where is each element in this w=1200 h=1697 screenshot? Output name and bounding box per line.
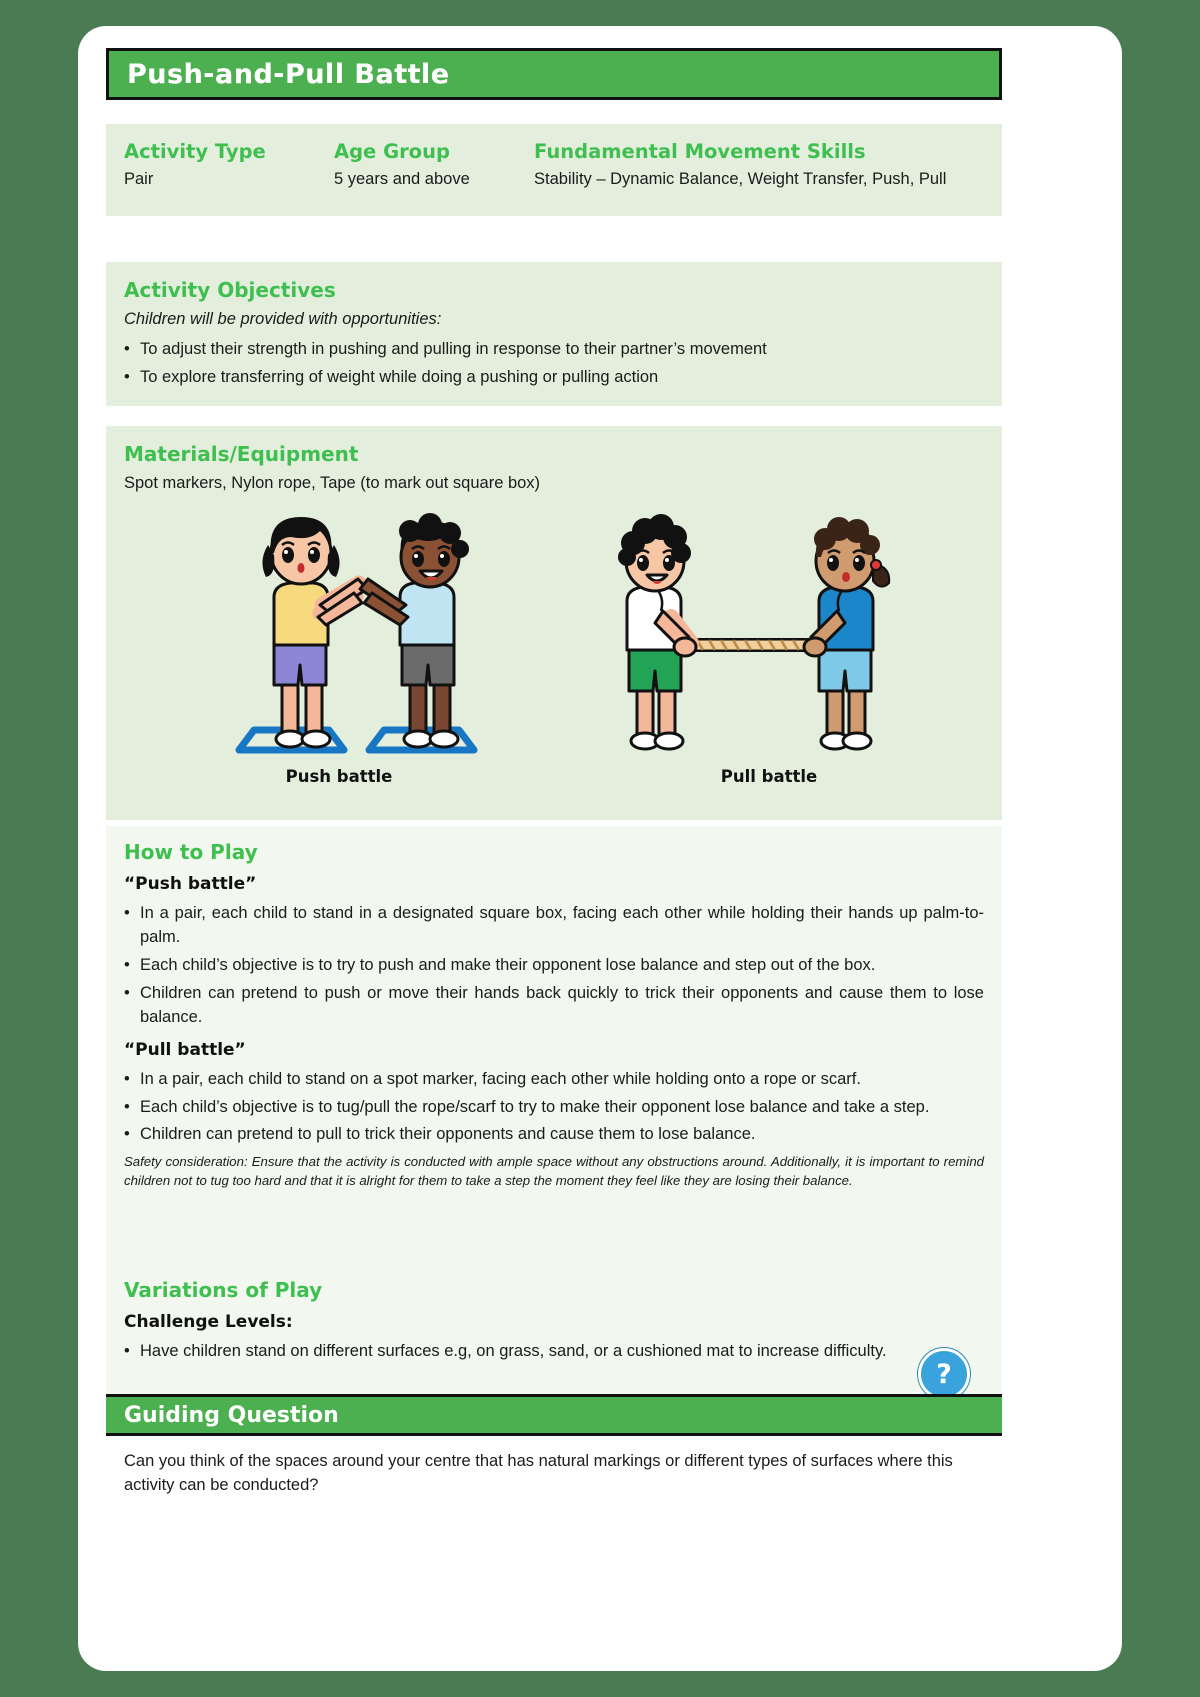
list-item (124, 1340, 984, 1364)
list-item-text: Children can pretend to push or move their hands back quickly to trick their opponents and cause them to lose balance. (140, 983, 984, 1026)
how-to-play-panel (106, 826, 1002, 1276)
list-item (124, 902, 984, 950)
list-item (124, 982, 984, 1030)
list-item-text: In a pair, each child to stand in a designated square box, facing each other while holding their hands up palm-to-palm. (140, 904, 984, 946)
bullet-icon: • (124, 340, 130, 358)
objectives-heading: Activity Objectives (124, 278, 336, 302)
list-item-text: To explore transferring of weight while doing a pushing or pulling action (140, 367, 659, 386)
bullet-icon: • (124, 955, 130, 974)
list-item (124, 1096, 984, 1120)
pull-battle-illustration (599, 505, 899, 755)
meta-fms (534, 140, 984, 189)
fms-label: Fundamental Movement Skills (534, 140, 866, 163)
activity-type-value: Pair (124, 170, 154, 188)
illustration-captions (124, 767, 984, 786)
push-battle-subheading: “Push battle” (124, 874, 257, 894)
caption-push-battle: Push battle (285, 767, 393, 786)
bullet-icon: • (124, 983, 130, 1002)
age-group-label: Age Group (334, 140, 450, 163)
variations-heading: Variations of Play (124, 1278, 323, 1302)
illustrations-area (124, 505, 984, 786)
list-item-text: To adjust their strength in pushing and pulling in response to their partner’s movement (140, 340, 767, 358)
bullet-icon: • (124, 1342, 130, 1360)
bullet-icon: • (124, 1097, 130, 1116)
list-item-text: Children can pretend to pull to trick their opponents and cause them to lose balance. (140, 1125, 756, 1144)
bullet-icon: • (124, 1069, 130, 1088)
page-title: Push-and-Pull Battle (127, 58, 450, 90)
list-item-text: In a pair, each child to stand on a spot marker, facing each other while holding onto a rope or scarf. (140, 1069, 861, 1088)
materials-heading: Materials/Equipment (124, 442, 359, 466)
list-item (124, 954, 984, 978)
list-item (124, 1123, 984, 1147)
list-item-text: Each child’s objective is to tug/pull the rope/scarf to try to make their opponent lose balance and take a step. (140, 1097, 930, 1116)
how-to-play-heading: How to Play (124, 840, 258, 864)
question-mark-icon: ? (918, 1348, 970, 1400)
title-banner (106, 48, 1002, 100)
meta-age-group (334, 140, 534, 189)
bullet-icon: • (124, 904, 130, 922)
list-item (124, 366, 984, 390)
fms-value: Stability – Dynamic Balance, Weight Transfer, Push, Pull (534, 170, 947, 188)
challenge-levels-subheading: Challenge Levels: (124, 1312, 293, 1332)
push-battle-illustration (234, 505, 524, 755)
bullet-icon: • (124, 367, 130, 386)
variations-of-play-panel (106, 1266, 1002, 1396)
bullet-icon: • (124, 1125, 130, 1144)
guiding-question-heading: Guiding Question (124, 1402, 339, 1428)
safety-consideration-text: Safety consideration: Ensure that the activity is conducted with ample space without any obstructions around. Additionally, it is important to remind children not to tug too hard and that it is alright for them to take a step the moment they feel like they are losing their balance. (124, 1154, 984, 1189)
materials-text: Spot markers, Nylon rope, Tape (to mark out square box) (124, 474, 541, 492)
activity-type-label: Activity Type (124, 140, 266, 163)
objectives-intro: Children will be provided with opportunities: (124, 310, 442, 328)
activity-objectives-panel (106, 262, 1002, 406)
meta-row (124, 140, 984, 189)
question-badge (918, 1348, 970, 1400)
caption-pull-battle: Pull battle (720, 767, 818, 786)
pull-battle-subheading: “Pull battle” (124, 1039, 246, 1060)
list-item (124, 338, 984, 362)
meta-activity-type (124, 140, 334, 189)
activity-card (78, 26, 1122, 1671)
list-item-text: Each child’s objective is to try to push and make their opponent lose balance and step out of the box. (140, 955, 876, 974)
list-item-text: Have children stand on different surfaces e.g, on grass, sand, or a cushioned mat to increase difficulty. (140, 1342, 887, 1360)
materials-equipment-panel (106, 426, 1002, 820)
list-item (124, 1068, 984, 1092)
age-group-value: 5 years and above (334, 170, 470, 188)
guiding-question-banner (106, 1394, 1002, 1436)
guiding-question-text: Can you think of the spaces around your centre that has natural markings or different types of surfaces where this activity can be conducted? (124, 1452, 953, 1494)
activity-meta-panel (106, 124, 1002, 216)
